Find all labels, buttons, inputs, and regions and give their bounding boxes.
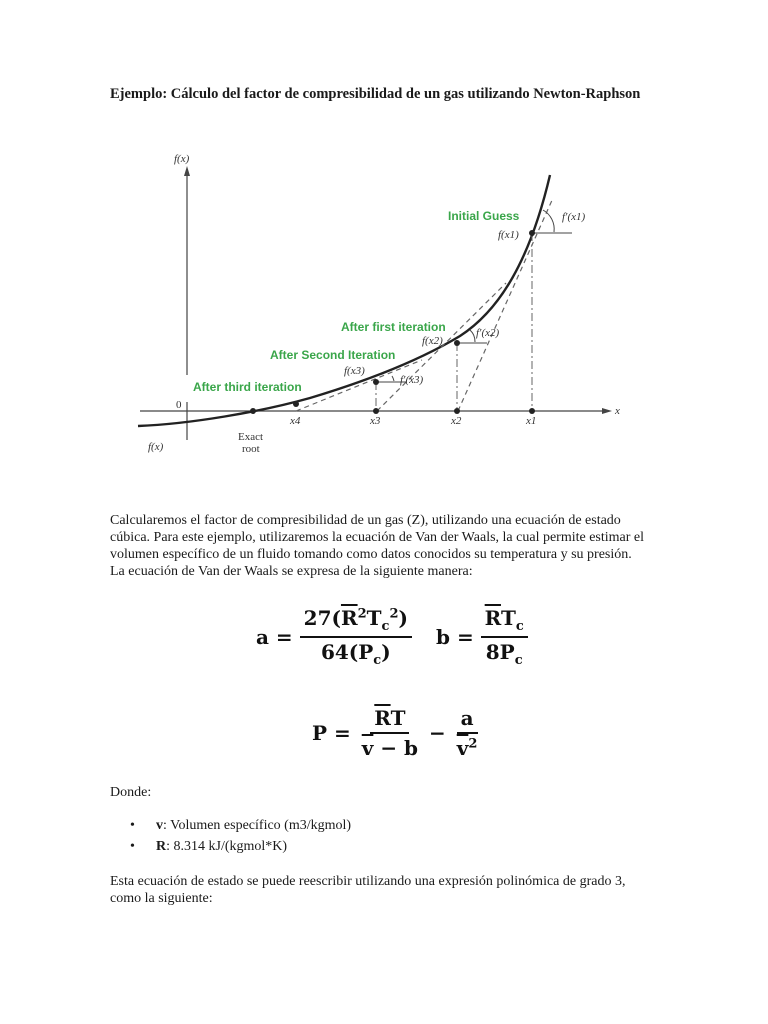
donde-label: Donde: xyxy=(110,785,152,800)
annotation-second-iteration: After Second Iteration xyxy=(270,348,396,362)
annotation-third-iteration: After third iteration xyxy=(193,380,302,394)
tick-x3: x3 xyxy=(370,415,381,427)
label-fx3: f(x3) xyxy=(344,365,365,377)
list-item: • v: Volumen específico (m3/kgmol) xyxy=(110,815,351,836)
x-axis-label: x xyxy=(615,405,620,417)
y-axis-arrow xyxy=(184,166,190,176)
point-root xyxy=(250,408,256,414)
slope-label-2: f′(x2) xyxy=(476,327,500,339)
point-x3 xyxy=(373,408,379,414)
point-x2 xyxy=(454,408,460,414)
point-x4 xyxy=(293,401,299,407)
point-fx1 xyxy=(529,230,535,236)
equation-vdw: P = $\frac{\overline{R}T}{\overline{v} - b}$ − $\frac{a}{\overline{v}^2}$ xyxy=(312,706,478,760)
list-item: • R: 8.314 kJ/(kgmol*K) xyxy=(110,836,351,857)
point-fx2 xyxy=(454,340,460,346)
label-fx2: f(x2) xyxy=(422,335,443,347)
annotation-initial-guess: Initial Guess xyxy=(448,209,520,223)
y-axis-label: f(x) xyxy=(174,153,190,165)
closing-paragraph: Esta ecuación de estado se puede reescribir utilizando una expresión polinómica de grado 3, como la siguiente: xyxy=(110,874,626,906)
point-fx3 xyxy=(373,379,379,385)
tick-x4: x4 xyxy=(290,415,301,427)
label-fx1: f(x1) xyxy=(498,229,519,241)
equation-a: a = $\frac{27(\overline{R}^2T_c^2)}{64(P_c)}$ xyxy=(256,606,412,668)
slope-label-1: f′(x1) xyxy=(562,211,586,223)
point-x1 xyxy=(529,408,535,414)
variable-list xyxy=(110,815,351,857)
tangent-2 xyxy=(377,283,506,411)
newton-raphson-figure xyxy=(130,140,630,470)
origin-label: 0 xyxy=(176,399,182,411)
tick-x1: x1 xyxy=(526,415,537,427)
exact-root-label: Exact xyxy=(238,431,264,443)
curve-label: f(x) xyxy=(148,441,164,453)
tick-x2: x2 xyxy=(451,415,462,427)
equation-b: b = $\frac{\overline{R}T_c}{8P_c}$ xyxy=(436,606,528,668)
example-title: Ejemplo: Cálculo del factor de compresibilidad de un gas utilizando Newton-Raphson xyxy=(110,86,641,102)
annotation-first-iteration: After first iteration xyxy=(341,320,446,334)
intro-paragraph: Calcularemos el factor de compresibilidad de un gas (Z), utilizando una ecuación de estado cúbica. Para este ejemplo, utilizaremos la ecuación de Van der Waals, la cual permite estimar el volumen específico de un fluido tomando como datos conocidos su temperatura y su presión. La ecuación de Van der Waals se expresa de la siguiente manera: xyxy=(110,513,645,579)
exact-root-label-2: root xyxy=(242,443,260,455)
slope-label-3: f′(x3) xyxy=(400,374,424,386)
x-axis-arrow xyxy=(602,408,612,414)
